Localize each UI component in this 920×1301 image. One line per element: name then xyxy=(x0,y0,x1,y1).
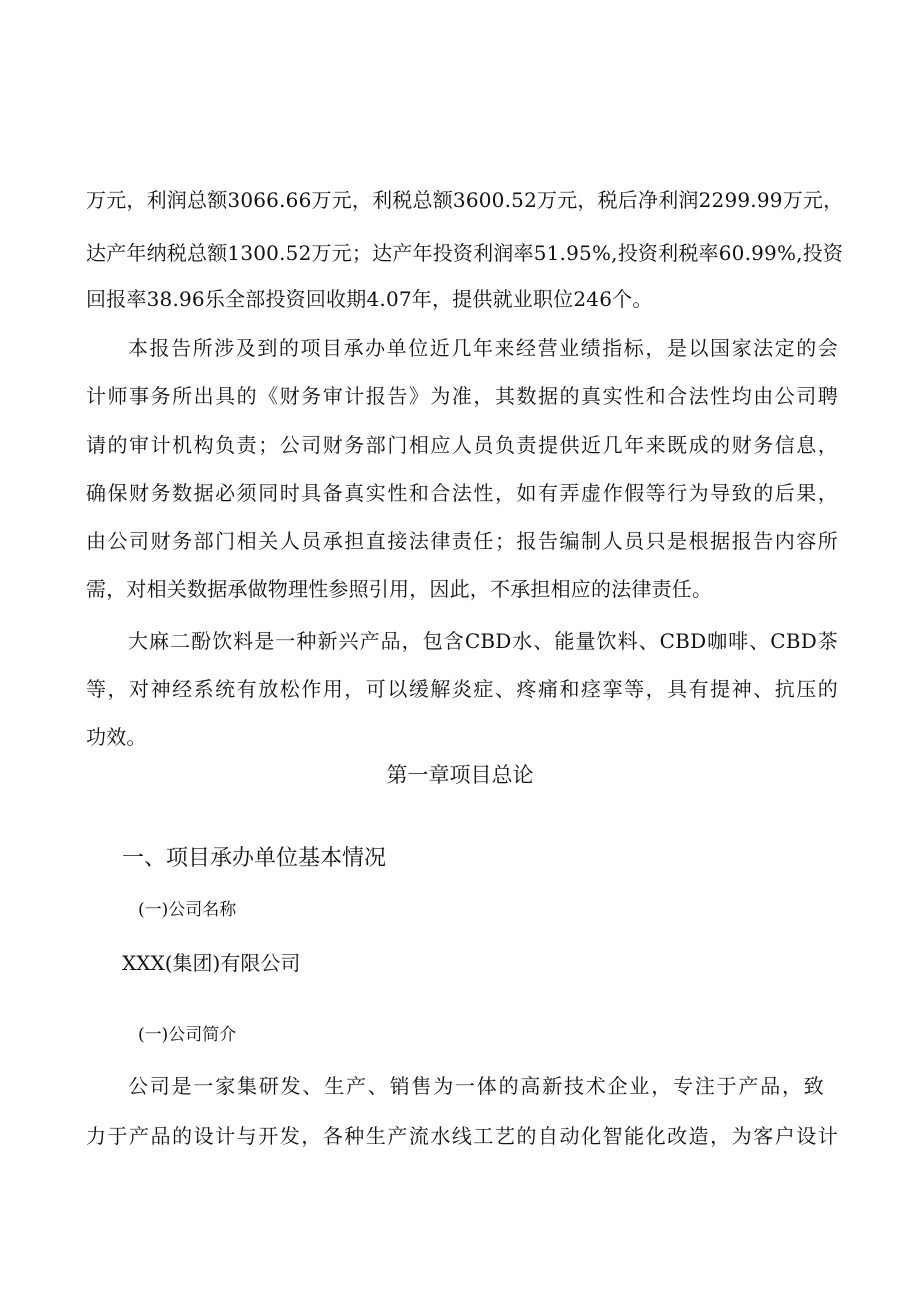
paragraph-line: 确保财务数据必须同时具备真实性和合法性，如有弄虚作假等行为导致的后果， xyxy=(86,481,838,505)
paragraph-line: 计师事务所出具的《财务审计报告》为准，其数据的真实性和合法性均由公司聘 xyxy=(86,384,838,408)
subsection-company-intro: (一)公司简介 xyxy=(138,1025,237,1045)
paragraph-line: 万元，利润总额3066.66万元，利税总额3600.52万元，税后净利润2299.99万元， xyxy=(86,188,844,212)
section-title: 一、项目承办单位基本情况 xyxy=(122,846,387,871)
paragraph-line: 功效。 xyxy=(86,725,147,749)
chapter-title: 第一章项目总论 xyxy=(386,763,534,787)
paragraph-line: 请的审计机构负责；公司财务部门相应人员负责提供近几年来既成的财务信息， xyxy=(86,433,838,457)
paragraph-line: 回报率38.96乐全部投资回收期4.07年，提供就业职位246个。 xyxy=(86,287,653,311)
subsection-company-name: (一)公司名称 xyxy=(138,900,237,920)
paragraph-line: 等，对神经系统有放松作用，可以缓解炎症、疼痛和痉挛等，具有提神、抗压的 xyxy=(86,677,838,701)
paragraph-line: 力于产品的设计与开发，各种生产流水线工艺的自动化智能化改造，为客户设计 xyxy=(86,1124,838,1148)
paragraph-line: 大麻二酚饮料是一种新兴产品，包含CBD水、能量饮料、CBD咖啡、CBD茶 xyxy=(128,629,838,653)
paragraph-line: 达产年纳税总额1300.52万元；达产年投资利润率51.95%,投资利税率60.99%,投资 xyxy=(86,241,844,265)
company-name: XXX(集团)有限公司 xyxy=(122,951,301,975)
paragraph-line: 公司是一家集研发、生产、销售为一体的高新技术企业，专注于产品，致 xyxy=(128,1074,824,1098)
paragraph-line: 由公司财务部门相关人员承担直接法律责任；报告编制人员只是根据报告内容所 xyxy=(86,529,838,553)
paragraph-line: 需，对相关数据承做物理性参照引用，因此，不承担相应的法律责任。 xyxy=(86,577,713,601)
paragraph-line: 本报告所涉及到的项目承办单位近几年来经营业绩指标，是以国家法定的会 xyxy=(128,336,838,360)
